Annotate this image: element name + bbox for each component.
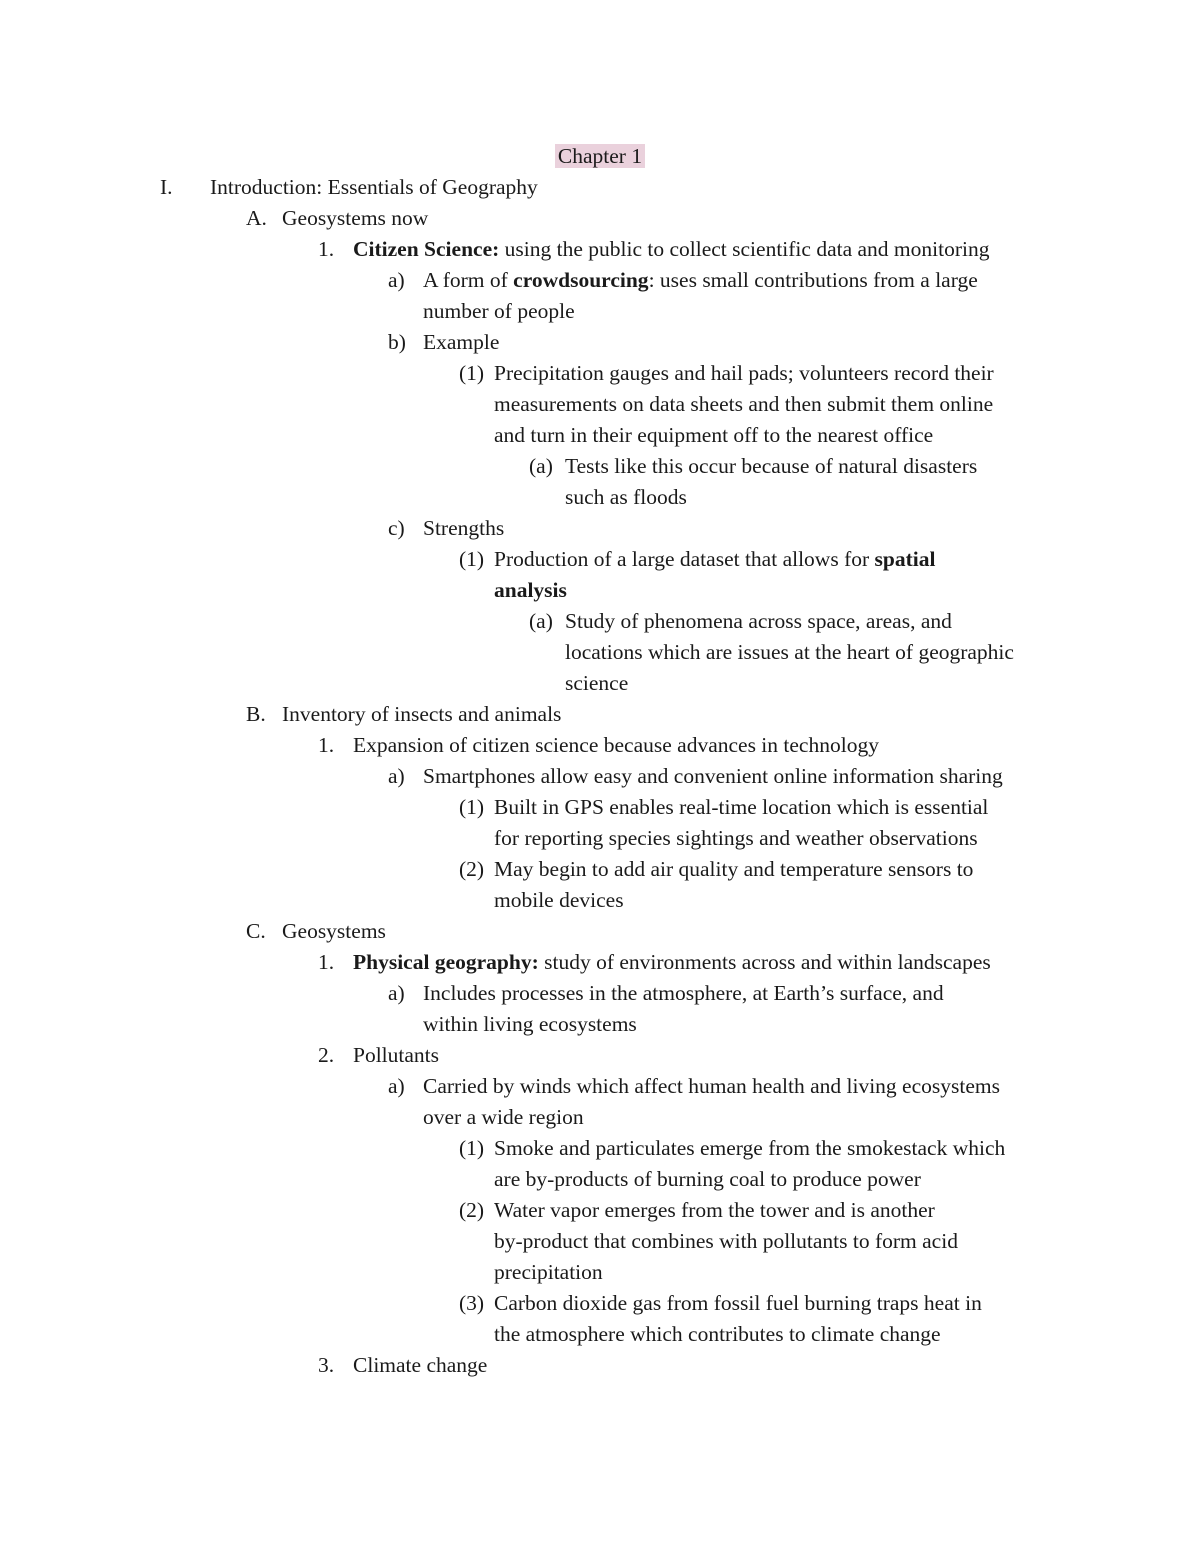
outline-line xyxy=(0,575,1200,606)
text-run: using the public to collect scientific data and monitoring xyxy=(499,237,990,261)
text-run: Example xyxy=(423,330,500,354)
outline-line xyxy=(0,885,1200,916)
outline-text xyxy=(565,606,952,637)
outline-text xyxy=(353,234,989,265)
text-run: the atmosphere which contributes to climate change xyxy=(494,1322,941,1346)
outline-line xyxy=(0,1071,1200,1102)
outline-marker: 2. xyxy=(318,1043,335,1067)
outline-line xyxy=(0,1257,1200,1288)
outline-line xyxy=(0,172,1200,203)
text-run: Expansion of citizen science because advances in technology xyxy=(353,733,879,757)
outline-text xyxy=(282,699,561,730)
outline-line xyxy=(0,389,1200,420)
chapter-title xyxy=(0,141,1200,172)
text-run: Tests like this occur because of natural disasters xyxy=(565,454,978,478)
bold-term: crowdsourcing xyxy=(513,268,649,292)
bold-term: Citizen Science: xyxy=(353,237,500,261)
outline-line xyxy=(0,1009,1200,1040)
outline-text xyxy=(565,668,628,699)
bold-term: analysis xyxy=(494,578,567,602)
outline-text xyxy=(494,420,933,451)
outline-text xyxy=(494,1257,603,1288)
outline-marker: a) xyxy=(388,981,405,1005)
outline-text xyxy=(494,358,994,389)
text-run: Smoke and particulates emerge from the smokestack which xyxy=(494,1136,1006,1160)
outline-marker: 1. xyxy=(318,237,335,261)
outline-marker: A. xyxy=(246,206,267,230)
outline-line xyxy=(0,451,1200,482)
outline-marker: 1. xyxy=(318,733,335,757)
text-run: Introduction: Essentials of Geography xyxy=(210,175,538,199)
text-run: mobile devices xyxy=(494,888,624,912)
outline-text xyxy=(423,265,978,296)
outline-line xyxy=(0,513,1200,544)
outline-text xyxy=(353,1350,487,1381)
text-run: Includes processes in the atmosphere, at Earth’s surface, and xyxy=(423,981,944,1005)
text-run: Built in GPS enables real-time location which is essential xyxy=(494,795,989,819)
outline-line xyxy=(0,1195,1200,1226)
outline-text xyxy=(423,978,944,1009)
outline-line xyxy=(0,978,1200,1009)
outline-line xyxy=(0,1350,1200,1381)
outline-text xyxy=(494,1133,1005,1164)
outline-marker: (3) xyxy=(459,1291,485,1315)
outline-line xyxy=(0,265,1200,296)
outline-line xyxy=(0,699,1200,730)
text-run: number of people xyxy=(423,299,575,323)
outline-line xyxy=(0,606,1200,637)
outline-line xyxy=(0,1288,1200,1319)
outline-marker: C. xyxy=(246,919,266,943)
outline-marker: (a) xyxy=(529,454,553,478)
outline-marker: b) xyxy=(388,330,406,354)
text-run: Strengths xyxy=(423,516,505,540)
outline-marker: a) xyxy=(388,1074,405,1098)
text-run: measurements on data sheets and then submit them online xyxy=(494,392,994,416)
outline-line xyxy=(0,327,1200,358)
text-run: Study of phenomena across space, areas, and xyxy=(565,609,952,633)
text-run: Carried by winds which affect human health and living ecosystems xyxy=(423,1074,1000,1098)
outline-line xyxy=(0,730,1200,761)
outline-marker: c) xyxy=(388,516,405,540)
outline-text xyxy=(494,792,988,823)
outline-text xyxy=(423,327,499,358)
text-run: are by-products of burning coal to produce power xyxy=(494,1167,921,1191)
outline-text xyxy=(565,482,687,513)
text-run: Geosystems now xyxy=(282,206,429,230)
outline-line xyxy=(0,1226,1200,1257)
text-run: study of environments across and within landscapes xyxy=(538,950,991,974)
outline-line xyxy=(0,668,1200,699)
text-run: within living ecosystems xyxy=(423,1012,637,1036)
outline-text xyxy=(423,513,504,544)
outline-line xyxy=(0,854,1200,885)
outline-text xyxy=(423,1102,584,1133)
outline-text xyxy=(494,1288,982,1319)
outline-text xyxy=(494,854,973,885)
outline-line xyxy=(0,761,1200,792)
text-run: Climate change xyxy=(353,1353,488,1377)
bold-term: Physical geography: xyxy=(353,950,539,974)
text-run: precipitation xyxy=(494,1260,603,1284)
text-run: Inventory of insects and animals xyxy=(282,702,562,726)
outline-marker: (1) xyxy=(459,547,485,571)
text-run: Geosystems xyxy=(282,919,386,943)
outline-text xyxy=(494,1164,921,1195)
outline-line xyxy=(0,203,1200,234)
outline-line xyxy=(0,916,1200,947)
outline-text xyxy=(494,1319,941,1350)
outline-line xyxy=(0,1102,1200,1133)
text-run: such as floods xyxy=(565,485,687,509)
text-run: locations which are issues at the heart of geographic xyxy=(565,640,1014,664)
outline-line xyxy=(0,792,1200,823)
outline-text xyxy=(353,730,879,761)
outline-line xyxy=(0,947,1200,978)
outline-line xyxy=(0,1040,1200,1071)
outline-marker: (1) xyxy=(459,795,485,819)
outline-text xyxy=(565,637,1014,668)
outline-marker: (1) xyxy=(459,361,485,385)
text-run: : uses small contributions from a large xyxy=(648,268,978,292)
text-run: by-product that combines with pollutants to form acid xyxy=(494,1229,958,1253)
text-run: Water vapor emerges from the tower and is another xyxy=(494,1198,935,1222)
outline-line xyxy=(0,1164,1200,1195)
outline-text xyxy=(494,575,567,606)
outline-marker: a) xyxy=(388,764,405,788)
outline-line xyxy=(0,420,1200,451)
text-run: for reporting species sightings and weather observations xyxy=(494,826,978,850)
outline-text xyxy=(494,823,978,854)
outline-line xyxy=(0,482,1200,513)
outline-line xyxy=(0,544,1200,575)
outline-text xyxy=(494,1195,935,1226)
outline-text xyxy=(353,947,991,978)
text-run: A form of xyxy=(423,268,514,292)
outline-marker: 3. xyxy=(318,1353,335,1377)
outline-text xyxy=(282,203,428,234)
outline-text xyxy=(494,389,993,420)
text-run: over a wide region xyxy=(423,1105,584,1129)
outline-marker: (a) xyxy=(529,609,553,633)
bold-term: spatial xyxy=(874,547,936,571)
outline-text xyxy=(423,761,1003,792)
outline-line xyxy=(0,637,1200,668)
text-run: science xyxy=(565,671,629,695)
outline-marker: B. xyxy=(246,702,266,726)
outline-text xyxy=(282,916,386,947)
text-run: Pollutants xyxy=(353,1043,440,1067)
text-run: and turn in their equipment off to the nearest office xyxy=(494,423,934,447)
outline-marker: (2) xyxy=(459,857,485,881)
outline-line xyxy=(0,358,1200,389)
outline-marker: a) xyxy=(388,268,405,292)
outline-line xyxy=(0,296,1200,327)
outline-text xyxy=(494,885,624,916)
text-run: Precipitation gauges and hail pads; volunteers record their xyxy=(494,361,994,385)
outline-marker: 1. xyxy=(318,950,335,974)
outline-text xyxy=(423,1071,1000,1102)
text-run: May begin to add air quality and temperature sensors to xyxy=(494,857,974,881)
outline-text xyxy=(353,1040,439,1071)
outline-marker: I. xyxy=(160,175,173,199)
outline-line xyxy=(0,823,1200,854)
text-run: Carbon dioxide gas from fossil fuel burning traps heat in xyxy=(494,1291,982,1315)
text-run: Smartphones allow easy and convenient online information sharing xyxy=(423,764,1003,788)
outline-line xyxy=(0,234,1200,265)
outline-text xyxy=(494,544,935,575)
text-run: Production of a large dataset that allows for xyxy=(494,547,875,571)
chapter-title-text: Chapter 1 xyxy=(555,144,645,168)
outline-text xyxy=(565,451,977,482)
outline-text xyxy=(423,296,575,327)
outline-text xyxy=(423,1009,637,1040)
outline-marker: (2) xyxy=(459,1198,485,1222)
outline-text xyxy=(210,172,538,203)
outline-line xyxy=(0,1133,1200,1164)
outline-line xyxy=(0,1319,1200,1350)
outline-marker: (1) xyxy=(459,1136,485,1160)
outline-text xyxy=(494,1226,958,1257)
